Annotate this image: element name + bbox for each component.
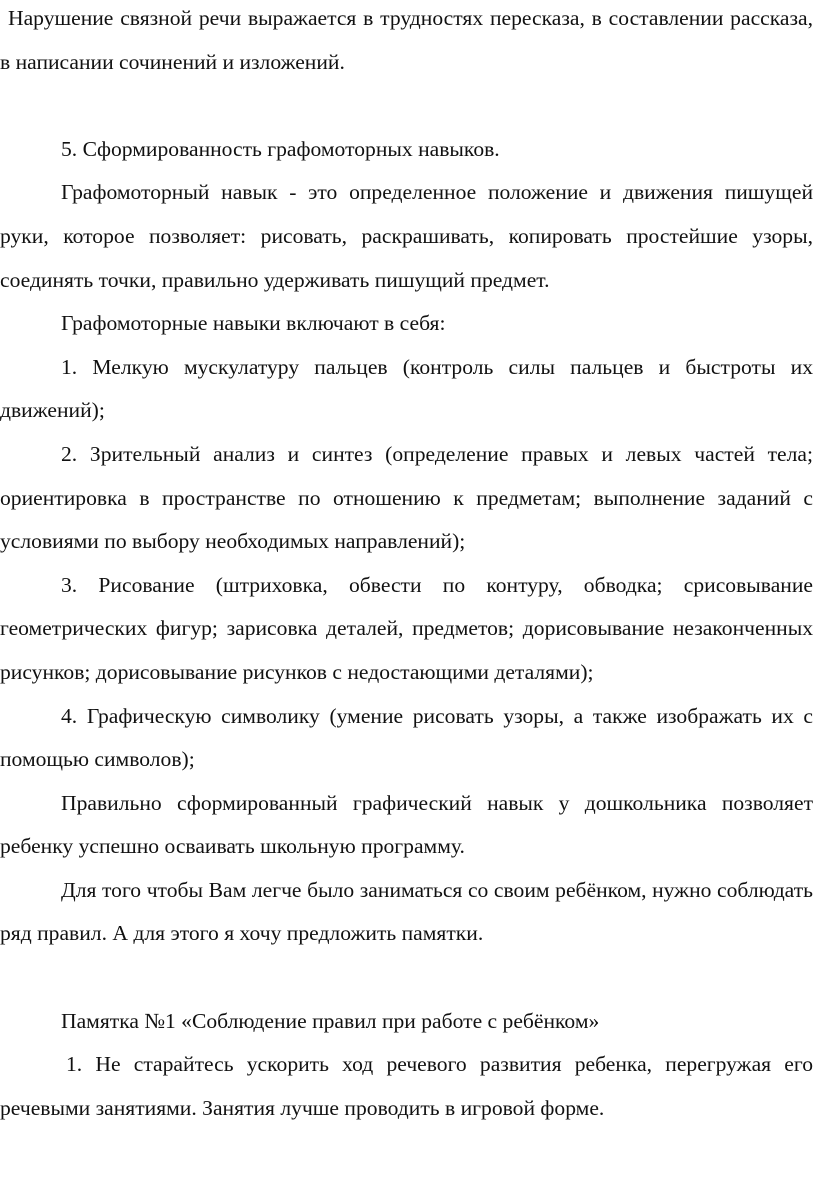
memo-item-1: 1. Не старайтесь ускорить ход речевого развития ребенка, перегружая его речевыми занятиями. Занятия лучше проводить в игровой форме. — [0, 1052, 813, 1120]
list-item-graphic-symbols: 4. Графическую символику (умение рисовать узоры, а также изображать их с помощью символов); — [0, 703, 813, 772]
blank-line — [0, 84, 813, 128]
list-item-drawing: 3. Рисование (штриховка, обвести по контуру, обводка; срисовывание геометрических фигур; зарисовка деталей, предметов; дорисовывание незаконченных рисунков; дорисовывание рисунков с недостающими деталями); — [0, 572, 813, 684]
list-item-fine-motor: 1. Мелкую мускулатуру пальцев (контроль силы пальцев и быстроты их движений); — [0, 354, 813, 423]
paragraph-speech-disorder: Нарушение связной речи выражается в трудностях пересказа, в составлении рассказа, в написании сочинений и изложений. — [0, 6, 813, 74]
paragraph-rules-intro: Для того чтобы Вам легче было заниматься со своим ребёнком, нужно соблюдать ряд правил. А для этого я хочу предложить памятки. — [0, 877, 813, 946]
paragraph-includes-intro: Графомоторные навыки включают в себя: — [61, 311, 446, 336]
section-heading-graphomotor: 5. Сформированность графомоторных навыков. — [61, 136, 500, 161]
memo-title: Памятка №1 «Соблюдение правил при работе с ребёнком» — [61, 1008, 600, 1033]
paragraph-graphomotor-definition: Графомоторный навык - это определенное положение и движения пишущей руки, которое позволяет: рисовать, раскрашивать, копировать простейшие узоры, соединять точки, правильно удерживать пишущий предмет. — [0, 180, 813, 292]
blank-line — [0, 956, 813, 1000]
paragraph-conclusion: Правильно сформированный графический навык у дошкольника позволяет ребенку успешно осваивать школьную программу. — [0, 790, 813, 859]
list-item-visual-analysis: 2. Зрительный анализ и синтез (определение правых и левых частей тела; ориентировка в пространстве по отношению к предметам; выполнение заданий с условиями по выбору необходимых направлений); — [0, 441, 813, 554]
